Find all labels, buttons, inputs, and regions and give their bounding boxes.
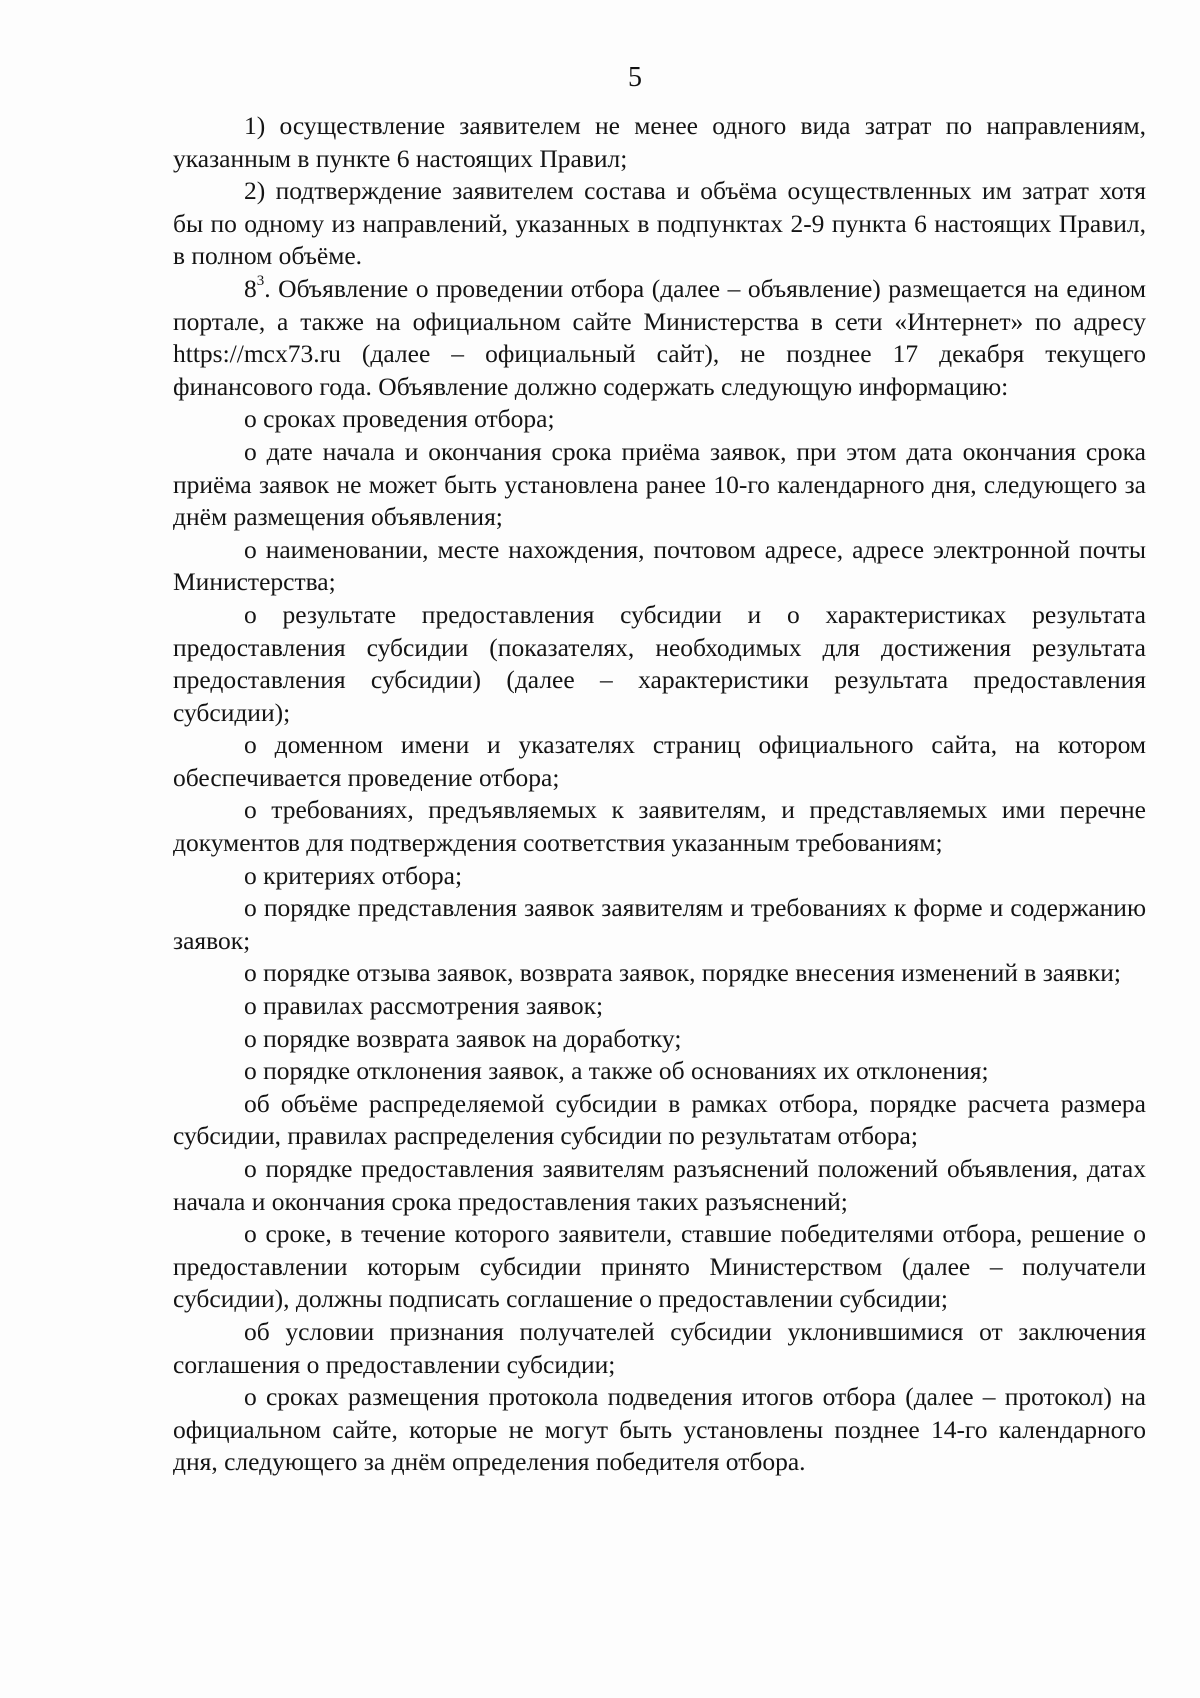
- paragraph: о правилах рассмотрения заявок;: [244, 991, 604, 1021]
- paragraph-number-superscript: 3: [256, 273, 265, 290]
- paragraph: об условии признания получателей субсидии уклонившимися от заключения соглашения о предоставлении субсидии;: [173, 1316, 1146, 1379]
- paragraph: о сроках размещения протокола подведения итогов отбора (далее – протокол) на официальном сайте, которые не могут быть установлены позднее 14-го календарного дня, следующего за днём определения победителя отбора.: [173, 1382, 1146, 1477]
- paragraph-number: 8: [244, 273, 257, 303]
- paragraph: об объёме распределяемой субсидии в рамках отбора, порядке расчета размера субсидии, правилах распределения субсидии по результатам отбора;: [173, 1088, 1146, 1151]
- paragraph: о требованиях, предъявляемых к заявителям, и представляемых ими перечне документов для подтверждения соответствия указанным требованиям;: [173, 795, 1146, 858]
- paragraph: о результате предоставления субсидии и о характеристиках результата предоставления субсидии (показателях, необходимых для достижения результата предоставления субсидии) (далее – характеристики результата предоставления субсидии);: [173, 599, 1146, 727]
- paragraph: о сроках проведения отбора;: [244, 404, 555, 434]
- paragraph: [173, 273, 1146, 403]
- paragraph: о сроке, в течение которого заявители, ставшие победителями отбора, решение о предоставлении которым субсидии принято Министерством (далее – получатели субсидии), должны подписать соглашение о предоставлении субсидии;: [173, 1219, 1146, 1314]
- paragraph: 1) осуществление заявителем не менее одного вида затрат по направлениям, указанным в пункте 6 настоящих Правил;: [173, 111, 1146, 173]
- paragraph-text: . Объявление о проведении отбора (далее – объявление) размещается на едином портале, а также на официальном сайте Министерства в сети «Интернет» по адресу https://mcx73.ru (далее – официальный сайт), не позднее 17 декабря текущего финансового года. Объявление должно содержать следующую информацию:: [173, 273, 1146, 401]
- paragraph: о порядке представления заявок заявителям и требованиях к форме и содержанию заявок;: [173, 893, 1146, 955]
- page-number: 5: [628, 62, 642, 93]
- paragraph: 2) подтверждение заявителем состава и объёма осуществленных им затрат хотя бы по одному из направлений, указанных в подпунктах 2-9 пункта 6 настоящих Правил, в полном объёме.: [173, 176, 1146, 271]
- paragraph: о критериях отбора;: [244, 860, 463, 890]
- paragraph: о дате начала и окончания срока приёма заявок, при этом дата окончания срока приёма заявок не может быть установлена ранее 10-го календарного дня, следующего за днём размещения объявления;: [173, 436, 1146, 532]
- paragraph: о порядке возврата заявок на доработку;: [244, 1023, 682, 1053]
- paragraph: о доменном имени и указателях страниц официального сайта, на котором обеспечивается проведение отбора;: [173, 730, 1146, 792]
- paragraph: о наименовании, месте нахождения, почтовом адресе, адресе электронной почты Министерства;: [173, 534, 1146, 597]
- paragraph: о порядке предоставления заявителям разъяснений положений объявления, датах начала и окончания срока предоставления таких разъяснений;: [173, 1154, 1146, 1216]
- paragraph: о порядке отзыва заявок, возврата заявок, порядке внесения изменений в заявки;: [244, 958, 1121, 988]
- document-body: [173, 110, 1146, 1479]
- paragraph: о порядке отклонения заявок, а также об основаниях их отклонения;: [244, 1056, 989, 1086]
